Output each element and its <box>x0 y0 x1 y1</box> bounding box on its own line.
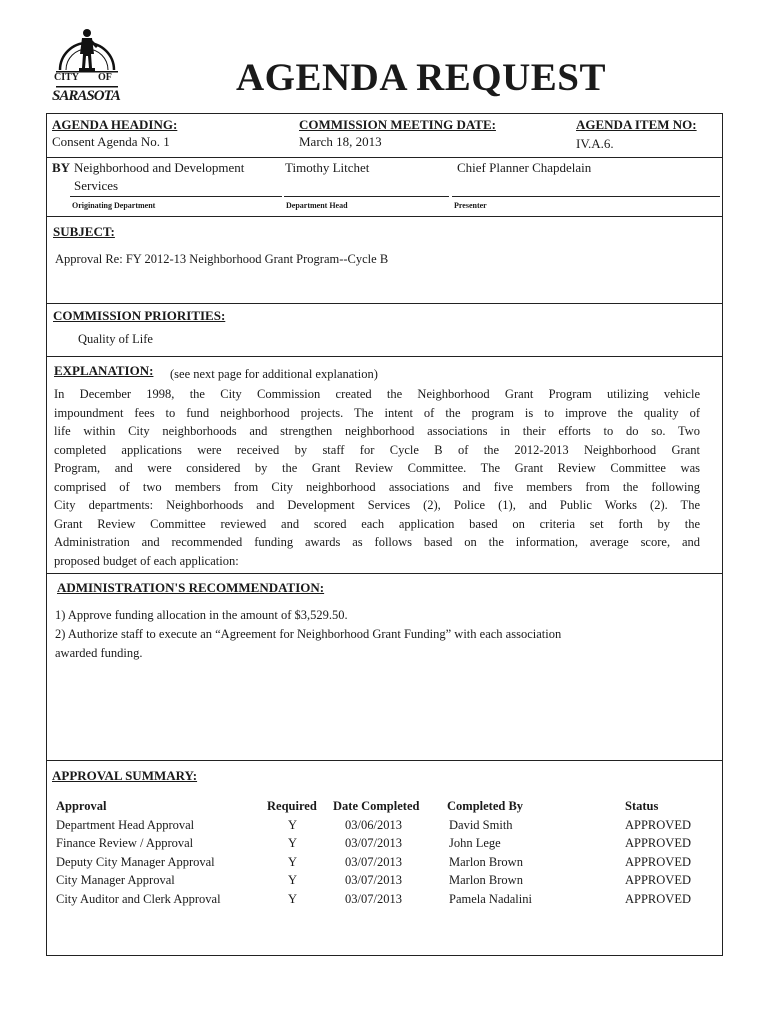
completed-by-cell: John Lege <box>449 836 501 850</box>
agenda-heading-label: AGENDA HEADING: <box>52 117 178 132</box>
by-label: BY <box>52 160 71 175</box>
required-cell: Y <box>288 854 298 869</box>
logo-city-text: CITY <box>54 72 80 83</box>
required-cell: Y <box>288 817 298 832</box>
explanation-label: EXPLANATION: <box>54 363 154 378</box>
date-cell: 03/06/2013 <box>345 817 402 832</box>
approval-cell: City Auditor and Clerk Approval <box>56 891 221 906</box>
col-completed-by-header: Completed By <box>447 799 524 813</box>
agenda-item-no-value: IV.A.6. <box>576 136 614 151</box>
subject-text: Approval Re: FY 2012-13 Neighborhood Grant Program--Cycle B <box>55 252 389 266</box>
status-cell: APPROVED <box>625 854 691 869</box>
explanation-note: (see next page for additional explanation) <box>170 367 378 381</box>
approval-cell: Finance Review / Approval <box>56 836 194 850</box>
commission-priorities-label: COMMISSION PRIORITIES: <box>53 308 226 323</box>
agenda-item-no-label: AGENDA ITEM NO: <box>576 117 697 132</box>
table-row <box>56 834 705 853</box>
agenda-heading-value: Consent Agenda No. 1 <box>52 134 170 149</box>
approval-table-header <box>56 797 705 816</box>
explanation-line: Program, and were considered by the Grant Review Committee. The Grant Review Committee was <box>54 461 700 475</box>
date-cell: 03/07/2013 <box>345 836 402 850</box>
presenter-caption: Presenter <box>454 201 487 210</box>
completed-by-cell: Pamela Nadalini <box>449 891 532 906</box>
recommendation-line: 1) Approve funding allocation in the amount of $3,529.50. <box>55 608 348 622</box>
explanation-line: City departments: Neighborhoods and Development Services (2), Police (1), and Public Works (2). The <box>54 498 700 512</box>
approval-cell: Department Head Approval <box>56 817 195 832</box>
meeting-date-label: COMMISSION MEETING DATE: <box>299 117 496 132</box>
logo-sarasota-text: SARASOTA <box>52 88 120 104</box>
status-cell: APPROVED <box>625 836 691 850</box>
originating-department-line1: Neighborhood and Development <box>74 160 245 175</box>
approval-cell: Deputy City Manager Approval <box>56 854 215 869</box>
table-row <box>56 853 705 872</box>
table-row <box>56 816 705 835</box>
logo-of-text: OF <box>98 72 112 83</box>
date-cell: 03/07/2013 <box>345 873 402 887</box>
explanation-line: In December 1998, the City Commission created the Neighborhood Grant Program utilizing vehicle <box>54 387 700 401</box>
page-title: AGENDA REQUEST <box>236 56 606 99</box>
completed-by-cell: David Smith <box>449 817 513 832</box>
col-status-header: Status <box>625 799 659 813</box>
meeting-date-value: March 18, 2013 <box>299 134 382 149</box>
subject-label: SUBJECT: <box>53 224 115 239</box>
explanation-line: Grant Review Committee reviewed and scored each application based on criteria set forth by the <box>54 516 700 531</box>
department-head-name: Timothy Litchet <box>285 160 370 175</box>
date-cell: 03/07/2013 <box>345 891 402 906</box>
originating-department-line2: Services <box>74 178 119 193</box>
explanation-line: proposed budget of each application: <box>54 553 239 568</box>
originating-department-caption: Originating Department <box>72 201 156 210</box>
approval-table <box>56 797 705 908</box>
department-underline <box>70 196 282 197</box>
recommendation-line: 2) Authorize staff to execute an “Agreement for Neighborhood Grant Funding” with each association <box>55 627 562 641</box>
head-underline <box>284 196 449 197</box>
approval-cell: City Manager Approval <box>56 873 175 887</box>
required-cell: Y <box>288 891 298 906</box>
date-cell: 03/07/2013 <box>345 854 402 869</box>
explanation-line: Administration and recommended funding awards as follows based on the information, average score, and <box>54 535 700 549</box>
status-cell: APPROVED <box>625 817 691 832</box>
city-of-sarasota-logo <box>48 24 126 108</box>
recommendation-line: awarded funding. <box>55 646 143 660</box>
required-cell: Y <box>288 836 298 850</box>
status-cell: APPROVED <box>625 891 691 906</box>
status-cell: APPROVED <box>625 873 691 887</box>
explanation-paragraph <box>54 385 700 570</box>
explanation-line: comprised of two members from City neighborhood associations and five members from the following <box>54 479 700 494</box>
recommendation-section <box>46 573 723 761</box>
department-head-caption: Department Head <box>286 201 348 210</box>
presenter-underline <box>452 196 720 197</box>
table-row <box>56 871 705 890</box>
completed-by-cell: Marlon Brown <box>449 873 523 887</box>
explanation-line: impoundment fees to fund neighborhood projects. The intent of the program is to improve the quality of <box>54 405 700 420</box>
explanation-line: completed applications were received by staff for Cycle B of the 2012-2013 Neighborhood Grant <box>54 442 700 457</box>
recommendation-label: ADMINISTRATION'S RECOMMENDATION: <box>57 580 325 595</box>
presenter-name: Chief Planner Chapdelain <box>457 160 592 175</box>
commission-priorities-text: Quality of Life <box>78 332 153 346</box>
completed-by-cell: Marlon Brown <box>449 854 523 869</box>
col-date-completed-header: Date Completed <box>333 799 420 813</box>
table-row <box>56 890 705 909</box>
col-approval-header: Approval <box>56 799 107 813</box>
explanation-line: life within City neighborhoods and strengthen neighborhood associations in their efforts to do so. Two <box>54 424 700 438</box>
required-cell: Y <box>288 873 298 887</box>
col-required-header: Required <box>267 799 317 813</box>
approval-summary-label: APPROVAL SUMMARY: <box>52 768 198 783</box>
